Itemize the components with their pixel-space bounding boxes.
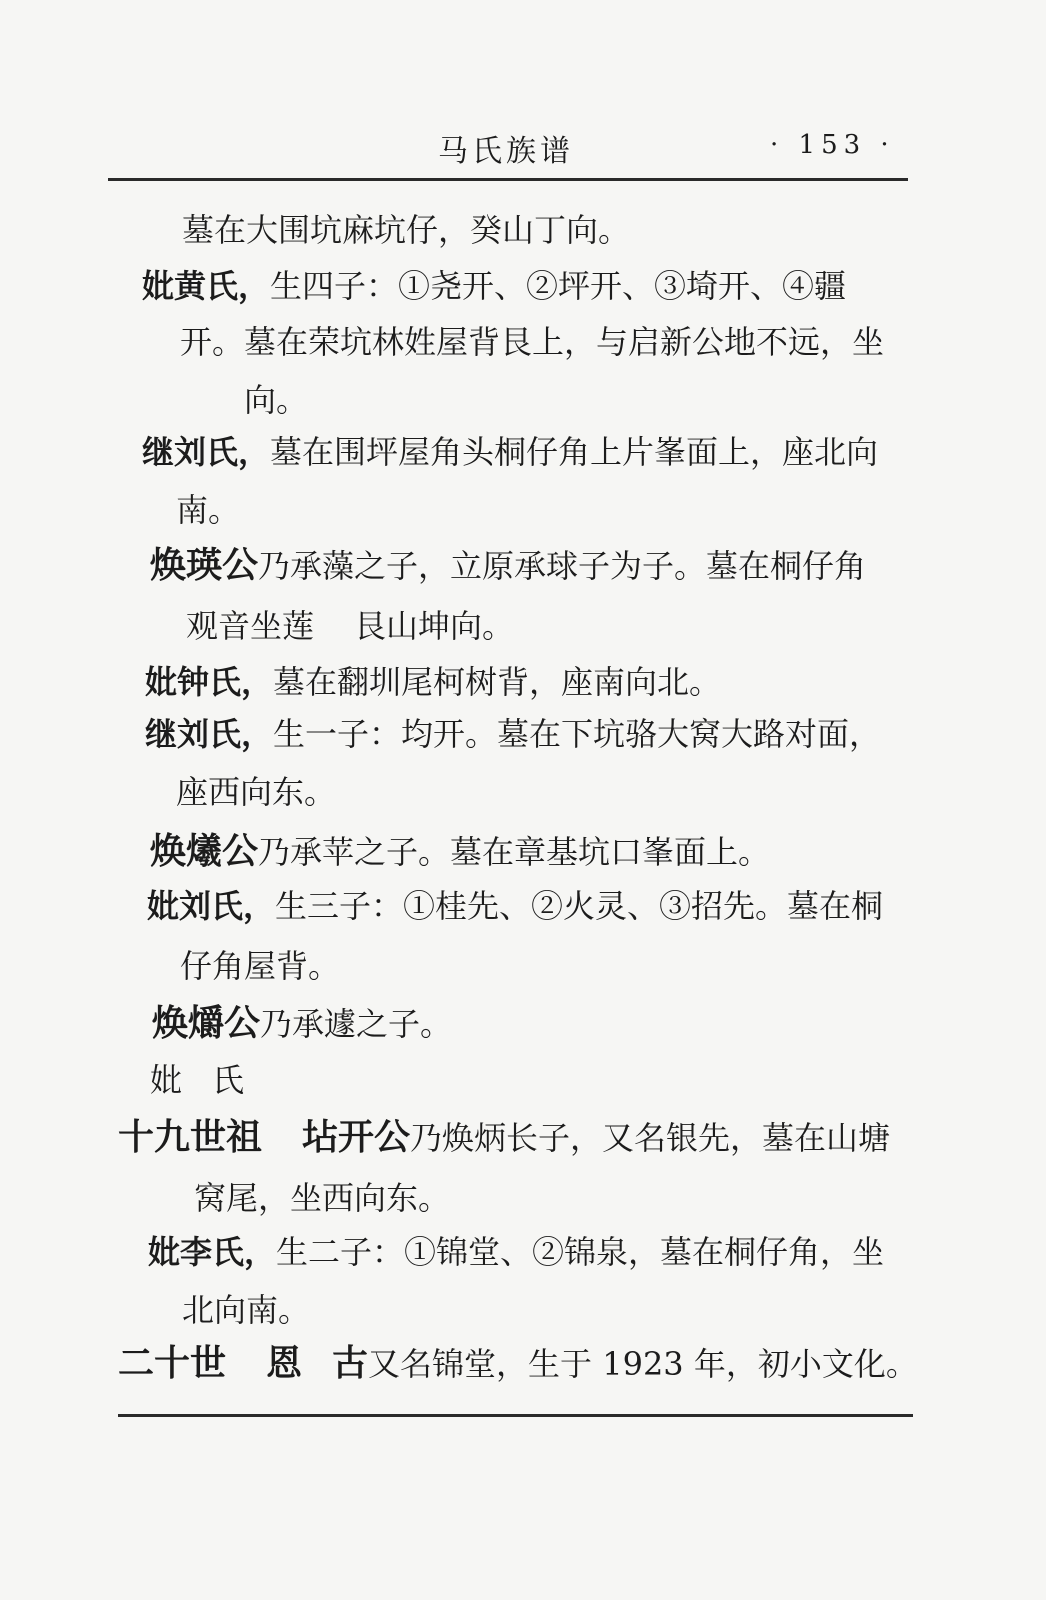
line-text: 墓在翻圳尾柯树背，座南向北。 (273, 663, 722, 701)
generation-label: 二十世 (118, 1343, 227, 1384)
entry-label: 坫开公 (302, 1117, 411, 1158)
text-line (182, 1290, 310, 1330)
page-number: · 153 · (770, 130, 895, 160)
entry-label: 继刘氏， (142, 433, 271, 471)
text-line (180, 946, 340, 986)
text-line (180, 322, 884, 362)
text-line (118, 1118, 890, 1158)
line-text: 座西向东。 (176, 773, 337, 811)
generation-label: 十九世祖 (118, 1117, 263, 1158)
entry-label: 妣李氏， (148, 1233, 277, 1271)
entry-label: 焕爝公 (152, 1003, 261, 1044)
text-line (148, 1232, 884, 1272)
line-text: 墓在大围坑麻坑仔，癸山丁向。 (182, 211, 631, 249)
entry-label: 古 (332, 1343, 369, 1384)
line-text: 观音坐莲 (186, 607, 315, 645)
line-text: 乃承遽之子。 (260, 1005, 453, 1043)
text-line (244, 380, 308, 420)
text-line (182, 210, 630, 250)
line-text: 艮山坤向。 (354, 607, 515, 645)
line-text: 墓在围坪屋角头桐仔角上片峯面上，座北向 (270, 433, 879, 471)
header-rule (108, 178, 908, 181)
text-line (145, 662, 721, 702)
text-line (150, 832, 770, 872)
text-line (176, 772, 336, 812)
line-text: 生一子：均开。墓在下坑骆大窝大路对面， (273, 715, 882, 753)
line-text: 开。墓在荣坑林姓屋背艮上，与启新公地不远，坐 (180, 323, 885, 361)
entry-label: 焕瑛公 (150, 545, 259, 586)
text-line (150, 1060, 244, 1100)
text-line (150, 546, 866, 586)
entry-label: 妣刘氏， (147, 887, 276, 925)
line-text: 又名锦堂，生于 1923 年，初小文化。 (368, 1345, 918, 1383)
entry-label: 继刘氏， (145, 715, 274, 753)
text-line (176, 490, 240, 530)
line-text: 妣 (150, 1061, 183, 1099)
text-line (152, 1004, 452, 1044)
text-line (145, 714, 881, 754)
text-line (147, 886, 883, 926)
entry-label: 妣钟氏， (145, 663, 274, 701)
text-line (142, 432, 878, 472)
text-line (142, 266, 846, 306)
line-text: 仔角屋背。 (180, 947, 341, 985)
page-title: 马氏族谱 (438, 134, 574, 169)
line-text: 乃承苹之子。墓在章基坑口峯面上。 (258, 833, 771, 871)
line-text: 北向南。 (182, 1291, 311, 1329)
line-text: 乃焕炳长子，又名银先，墓在山塘 (410, 1119, 891, 1157)
line-text: 生四子：①尧开、②坪开、③埼开、④疆 (270, 267, 847, 305)
text-line (194, 1178, 450, 1218)
entry-label: 焕爔公 (150, 831, 259, 872)
line-text: 生二子：①锦堂、②锦泉，墓在桐仔角，坐 (276, 1233, 885, 1271)
line-text: 乃承藻之子，立原承球子为子。墓在桐仔角 (258, 547, 867, 585)
line-text: 氏 (212, 1061, 245, 1099)
line-text: 窝尾，坐西向东。 (194, 1179, 451, 1217)
entry-label: 妣黄氏， (142, 267, 271, 305)
footer-rule (118, 1414, 913, 1417)
line-text: 向。 (244, 381, 309, 419)
text-line (118, 1344, 918, 1384)
entry-label: 恩 (266, 1343, 303, 1384)
text-line (186, 606, 514, 646)
line-text: 生三子：①桂先、②火灵、③招先。墓在桐 (275, 887, 884, 925)
line-text: 南。 (176, 491, 241, 529)
